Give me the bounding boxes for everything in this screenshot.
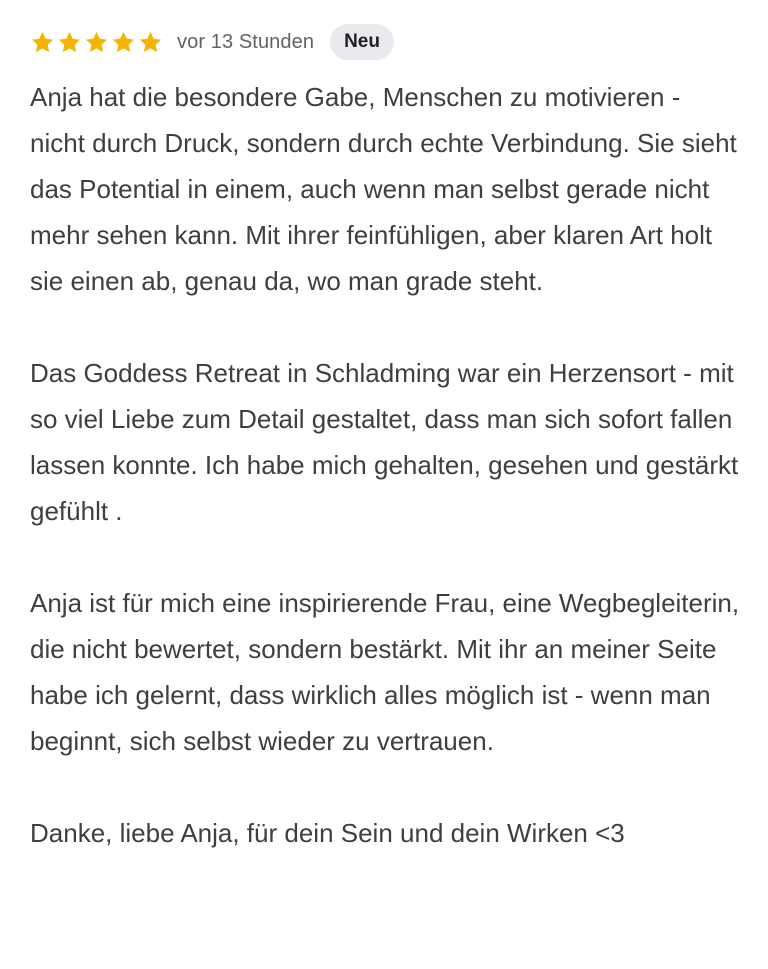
star-icon [57,30,82,55]
new-badge: Neu [330,24,394,60]
review-paragraph-2: Das Goddess Retreat in Schladming war ein Herzensort - mit so viel Liebe zum Detail gestaltet, dass man sich sofort fallen lassen konnte. Ich habe mich gehalten, gesehen und gestärkt gefühlt . [30,358,739,526]
star-icon [138,30,163,55]
star-icon [84,30,109,55]
star-icon [30,30,55,55]
review-text [30,74,738,856]
review-header [30,22,738,62]
review-timestamp: vor 13 Stunden [177,30,315,53]
review-paragraph-3: Anja ist für mich eine inspirierende Frau, eine Wegbegleiterin, die nicht bewertet, sondern bestärkt. Mit ihr an meiner Seite habe ich gelernt, dass wirklich alles möglich ist - wenn man beginnt, sich selbst wieder zu vertrauen. [30,588,740,756]
review-paragraph-4: Danke, liebe Anja, für dein Sein und dein Wirken <3 [30,818,625,848]
star-icon [111,30,136,55]
star-rating [30,30,163,55]
review-paragraph-1: Anja hat die besondere Gabe, Menschen zu motivieren - nicht durch Druck, sondern durch echte Verbindung. Sie sieht das Potential in einem, auch wenn man selbst gerade nicht mehr sehen kann. Mit ihrer feinfühligen, aber klaren Art holt sie einen ab, genau da, wo man grade steht. [30,82,737,296]
